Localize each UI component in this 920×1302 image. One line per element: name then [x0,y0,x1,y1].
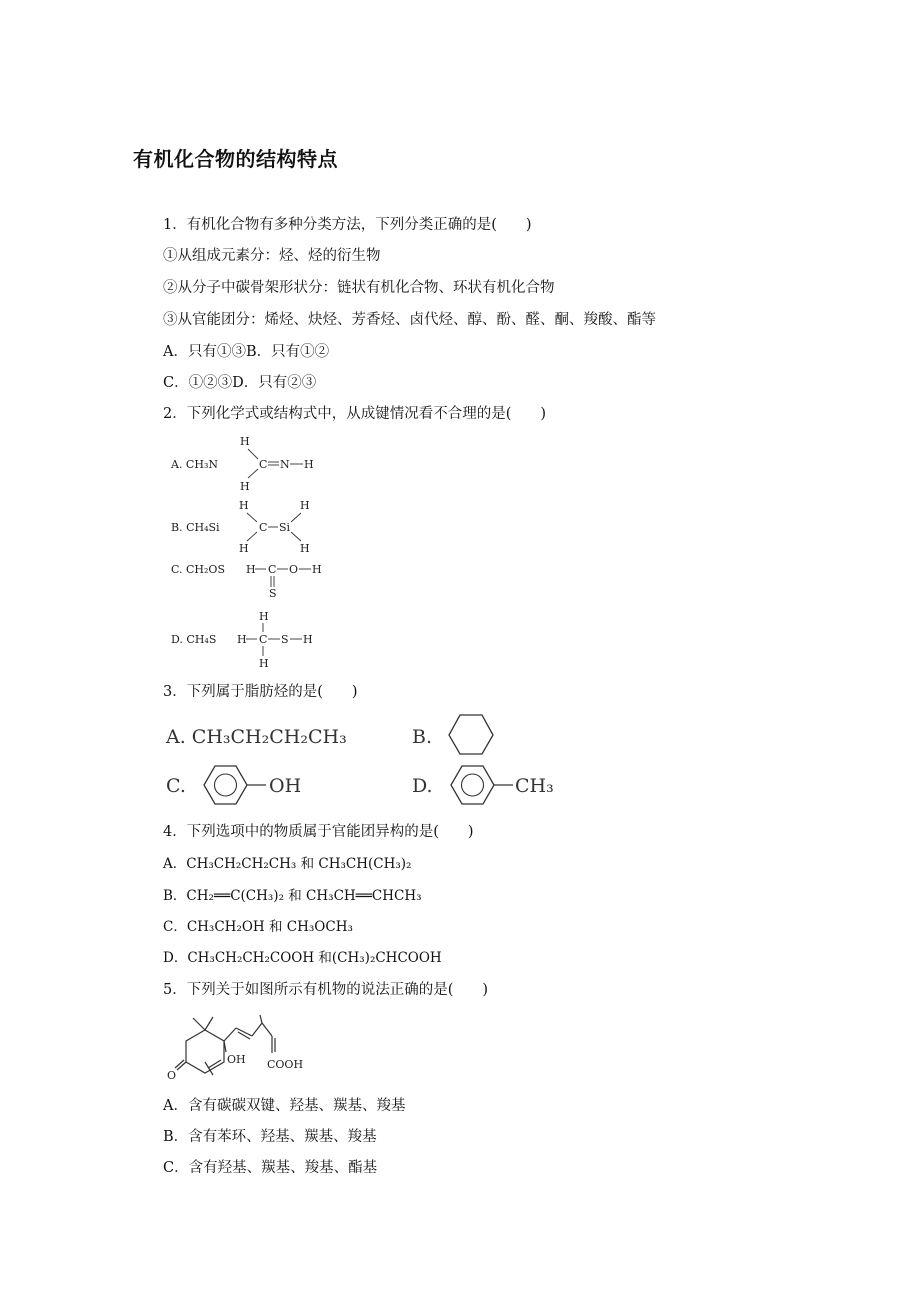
atom-h: H [259,610,269,623]
atom-c: C [259,458,268,471]
q1-options-cd: C．①②③D．只有②③ [163,375,317,391]
atom-h: H [240,435,250,448]
atom-s: S [281,633,289,646]
atom-h: H [303,633,313,646]
q3-option-c: C. [166,775,186,797]
q5-option-a: A．含有碳碳双键、羟基、羰基、羧基 [163,1098,406,1114]
atom-h: H [239,499,249,512]
q5-oh-label: OH [227,1053,246,1066]
q5-stem: 5．下列关于如图所示有机物的说法正确的是( ) [163,982,489,998]
q2-c-label: C. CH₂OS [171,563,225,576]
page-title: 有机化合物的结构特点 [133,147,338,171]
q1-options-ab: A．只有①③B．只有①② [163,344,330,360]
q5-o-label: O [167,1069,177,1082]
atom-n: N [280,458,290,471]
atom-c: C [268,563,277,576]
q1-item-2: ②从分子中碳骨架形状分：链状有机化合物、环状有机化合物 [163,280,555,296]
q5-option-c: C．含有羟基、羰基、羧基、酯基 [163,1160,378,1176]
atom-c: C [259,633,268,646]
atom-h: H [239,542,249,555]
q5-cooh-label: COOH [267,1058,304,1071]
atom-h: H [304,458,314,471]
q4-option-c: C．CH₃CH₂OH 和 CH₃OCH₃ [163,919,353,935]
atom-h: H [300,499,310,512]
atom-h: H [312,563,322,576]
atom-h: H [246,563,256,576]
q4-option-a: A．CH₃CH₂CH₂CH₃ 和 CH₃CH(CH₃)₂ [163,856,412,872]
q2-d-label: D. CH₄S [171,633,217,646]
atom-h: H [259,657,269,670]
q2-a-label: A. CH₃N [171,458,218,471]
atom-o: O [289,563,299,576]
atom-h: H [240,480,250,493]
q3-option-a: A. CH₃CH₂CH₂CH₃ [166,726,347,748]
atom-h: H [237,633,247,646]
q1-item-1: ①从组成元素分：烃、烃的衍生物 [163,248,381,264]
q2-b-label: B. CH₄Si [171,521,220,534]
q5-option-b: B．含有苯环、羟基、羰基、羧基 [163,1129,377,1145]
q1-stem: 1．有机化合物有多种分类方法，下列分类正确的是( ) [163,217,532,233]
q4-option-d: D．CH₃CH₂CH₂COOH 和(CH₃)₂CHCOOH [163,950,442,966]
q3-option-d: D. [412,775,433,797]
atom-s: S [269,587,277,600]
q4-option-b: B．CH₂══C(CH₃)₂ 和 CH₃CH══CHCH₃ [163,888,422,904]
q1-item-3: ③从官能团分：烯烃、炔烃、芳香烃、卤代烃、醇、酚、醛、酮、羧酸、酯等 [163,312,656,328]
q3-stem: 3．下列属于脂肪烃的是( ) [163,684,358,700]
q3-d-group: CH₃ [515,775,554,797]
q3-option-b: B. [412,726,433,748]
atom-h: H [300,542,310,555]
atom-si: Si [279,521,291,534]
q3-c-group: OH [269,775,302,797]
atom-c: C [259,521,268,534]
q4-stem: 4．下列选项中的物质属于官能团异构的是( ) [163,824,474,840]
q2-stem: 2．下列化学式或结构式中，从成键情况看不合理的是( ) [163,406,547,422]
